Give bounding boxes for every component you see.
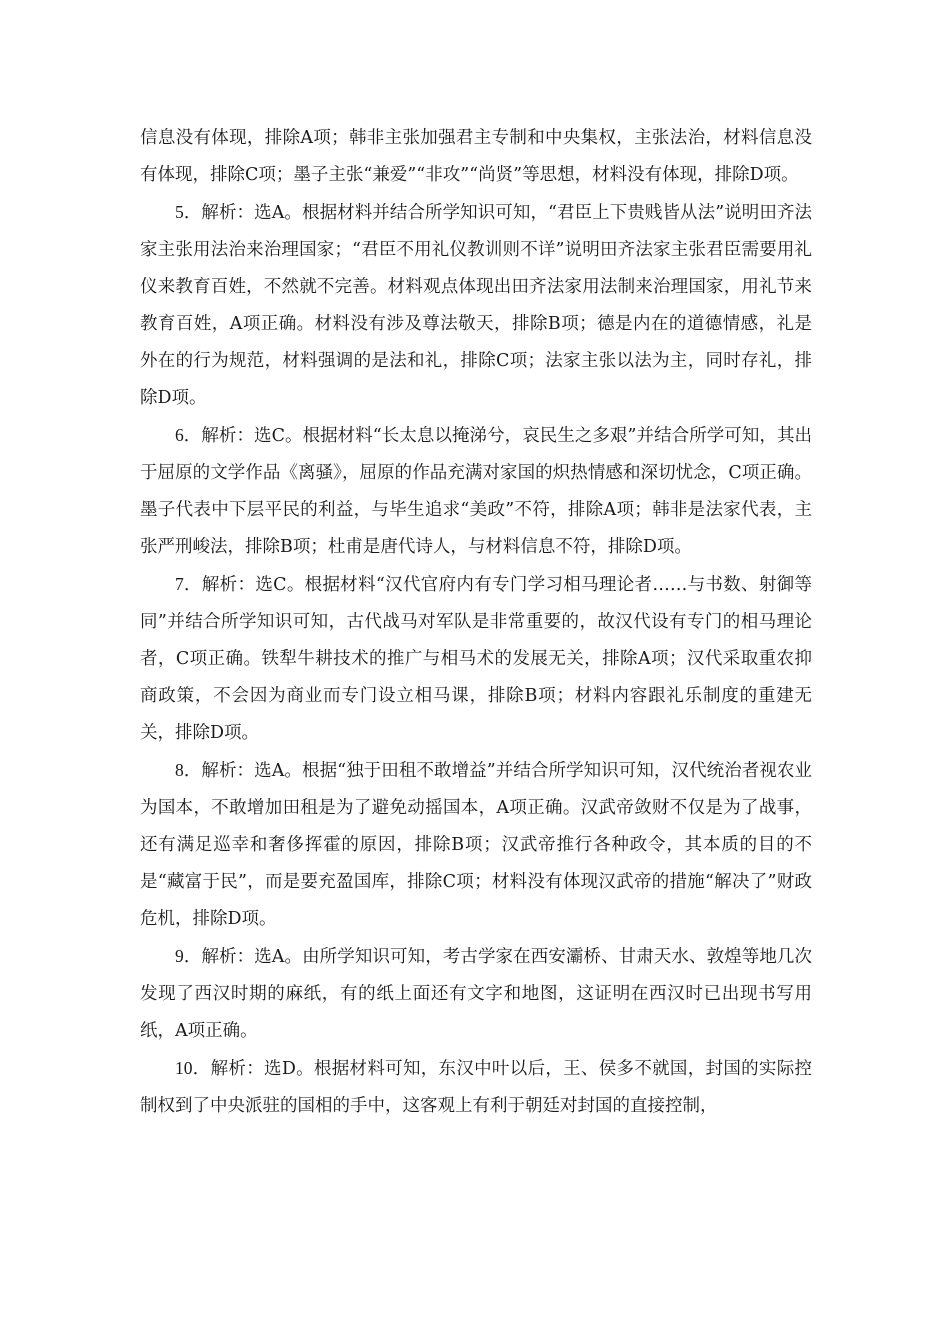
paragraph-text: 选A。根据“独于田租不敢增益”并结合所学知识可知，汉代统治者视农业为国本，不敢增加田租是为了避免动摇国本，A项正确。汉武帝敛财不仅是为了战事，还有满足巡幸和奢侈挥霍的原因，排除B项；汉武帝推行各种政令，其本质的目的不是“藏富于民”，而是要充盈国库，排除C项；材料没有体现汉武帝的措施“解决了”财政危机，排除D项。 [140, 761, 813, 929]
analysis-label: 解析： [210, 1059, 265, 1079]
question-number: 10． [175, 1058, 211, 1078]
paragraph-text: 选C。根据材料“长太息以掩涕兮，哀民生之多艰”并结合所学可知，其出于屈原的文学作品《离骚》，屈原的作品充满对家国的炽热情感和深切忧念，C项正确。墨子代表中下层平民的利益，与毕生追求“美政”不符，排除A项；韩非是法家代表，主张严刑峻法，排除B项；杜甫是唐代诗人，与材料信息不符，排除D项。 [140, 426, 813, 557]
paragraph-q8 [140, 752, 812, 938]
paragraph-text: 选A。由所学知识可知，考古学家在西安灞桥、甘肃天水、敦煌等地几次发现了西汉时期的麻纸，有的纸上面还有文字和地图，这证明在西汉时已出现书写用纸，A项正确。 [140, 947, 813, 1041]
paragraph-continuation [140, 120, 812, 194]
paragraph-q10 [140, 1050, 812, 1125]
paragraph-q5 [140, 194, 812, 417]
analysis-label: 解析： [201, 575, 256, 595]
analysis-label: 解析： [201, 426, 255, 446]
question-number: 6． [175, 425, 202, 445]
question-number: 5． [175, 202, 202, 222]
paragraph-q9 [140, 938, 812, 1050]
analysis-label: 解析： [201, 761, 255, 781]
question-number: 9． [175, 946, 202, 966]
question-number: 7． [175, 574, 202, 594]
paragraph-text: 信息没有体现，排除A项；韩非主张加强君主专制和中央集权，主张法治，材料信息没有体现，排除C项；墨子主张“兼爱”“非攻”“尚贤”等思想，材料没有体现，排除D项。 [140, 128, 812, 185]
paragraph-text: 选D。根据材料可知，东汉中叶以后，王、侯多不就国，封国的实际控制权到了中央派驻的国相的手中，这客观上有利于朝廷对封国的直接控制， [140, 1059, 813, 1116]
question-number: 8． [175, 760, 202, 780]
paragraph-text: 选A。根据材料并结合所学知识可知，“君臣上下贵贱皆从法”说明田齐法家主张用法治来治理国家；“君臣不用礼仪教训则不详”说明田齐法家主张君臣需要用礼仪来教育百姓，不然就不完善。材料观点体现出田齐法家用法制来治理国家，用礼节来教育百姓，A项正确。材料没有涉及尊法敬天，排除B项；德是内在的道德情感，礼是外在的行为规范，材料强调的是法和礼，排除C项；法家主张以法为主，同时存礼，排除D项。 [140, 203, 813, 408]
answer-analysis-text [140, 120, 812, 1125]
paragraph-text: 选C。根据材料“汉代官府内有专门学习相马理论者……与书数、射御等同”并结合所学知识可知，古代战马对军队是非常重要的，故汉代设有专门的相马理论者，C项正确。铁犁牛耕技术的推广与相马术的发展无关，排除A项；汉代采取重农抑商政策，不会因为商业而专门设立相马课，排除B项；材料内容跟礼乐制度的重建无关，排除D项。 [140, 575, 812, 743]
analysis-label: 解析： [201, 947, 255, 967]
paragraph-q6 [140, 417, 812, 566]
analysis-label: 解析： [201, 203, 255, 223]
paragraph-q7 [140, 566, 812, 752]
